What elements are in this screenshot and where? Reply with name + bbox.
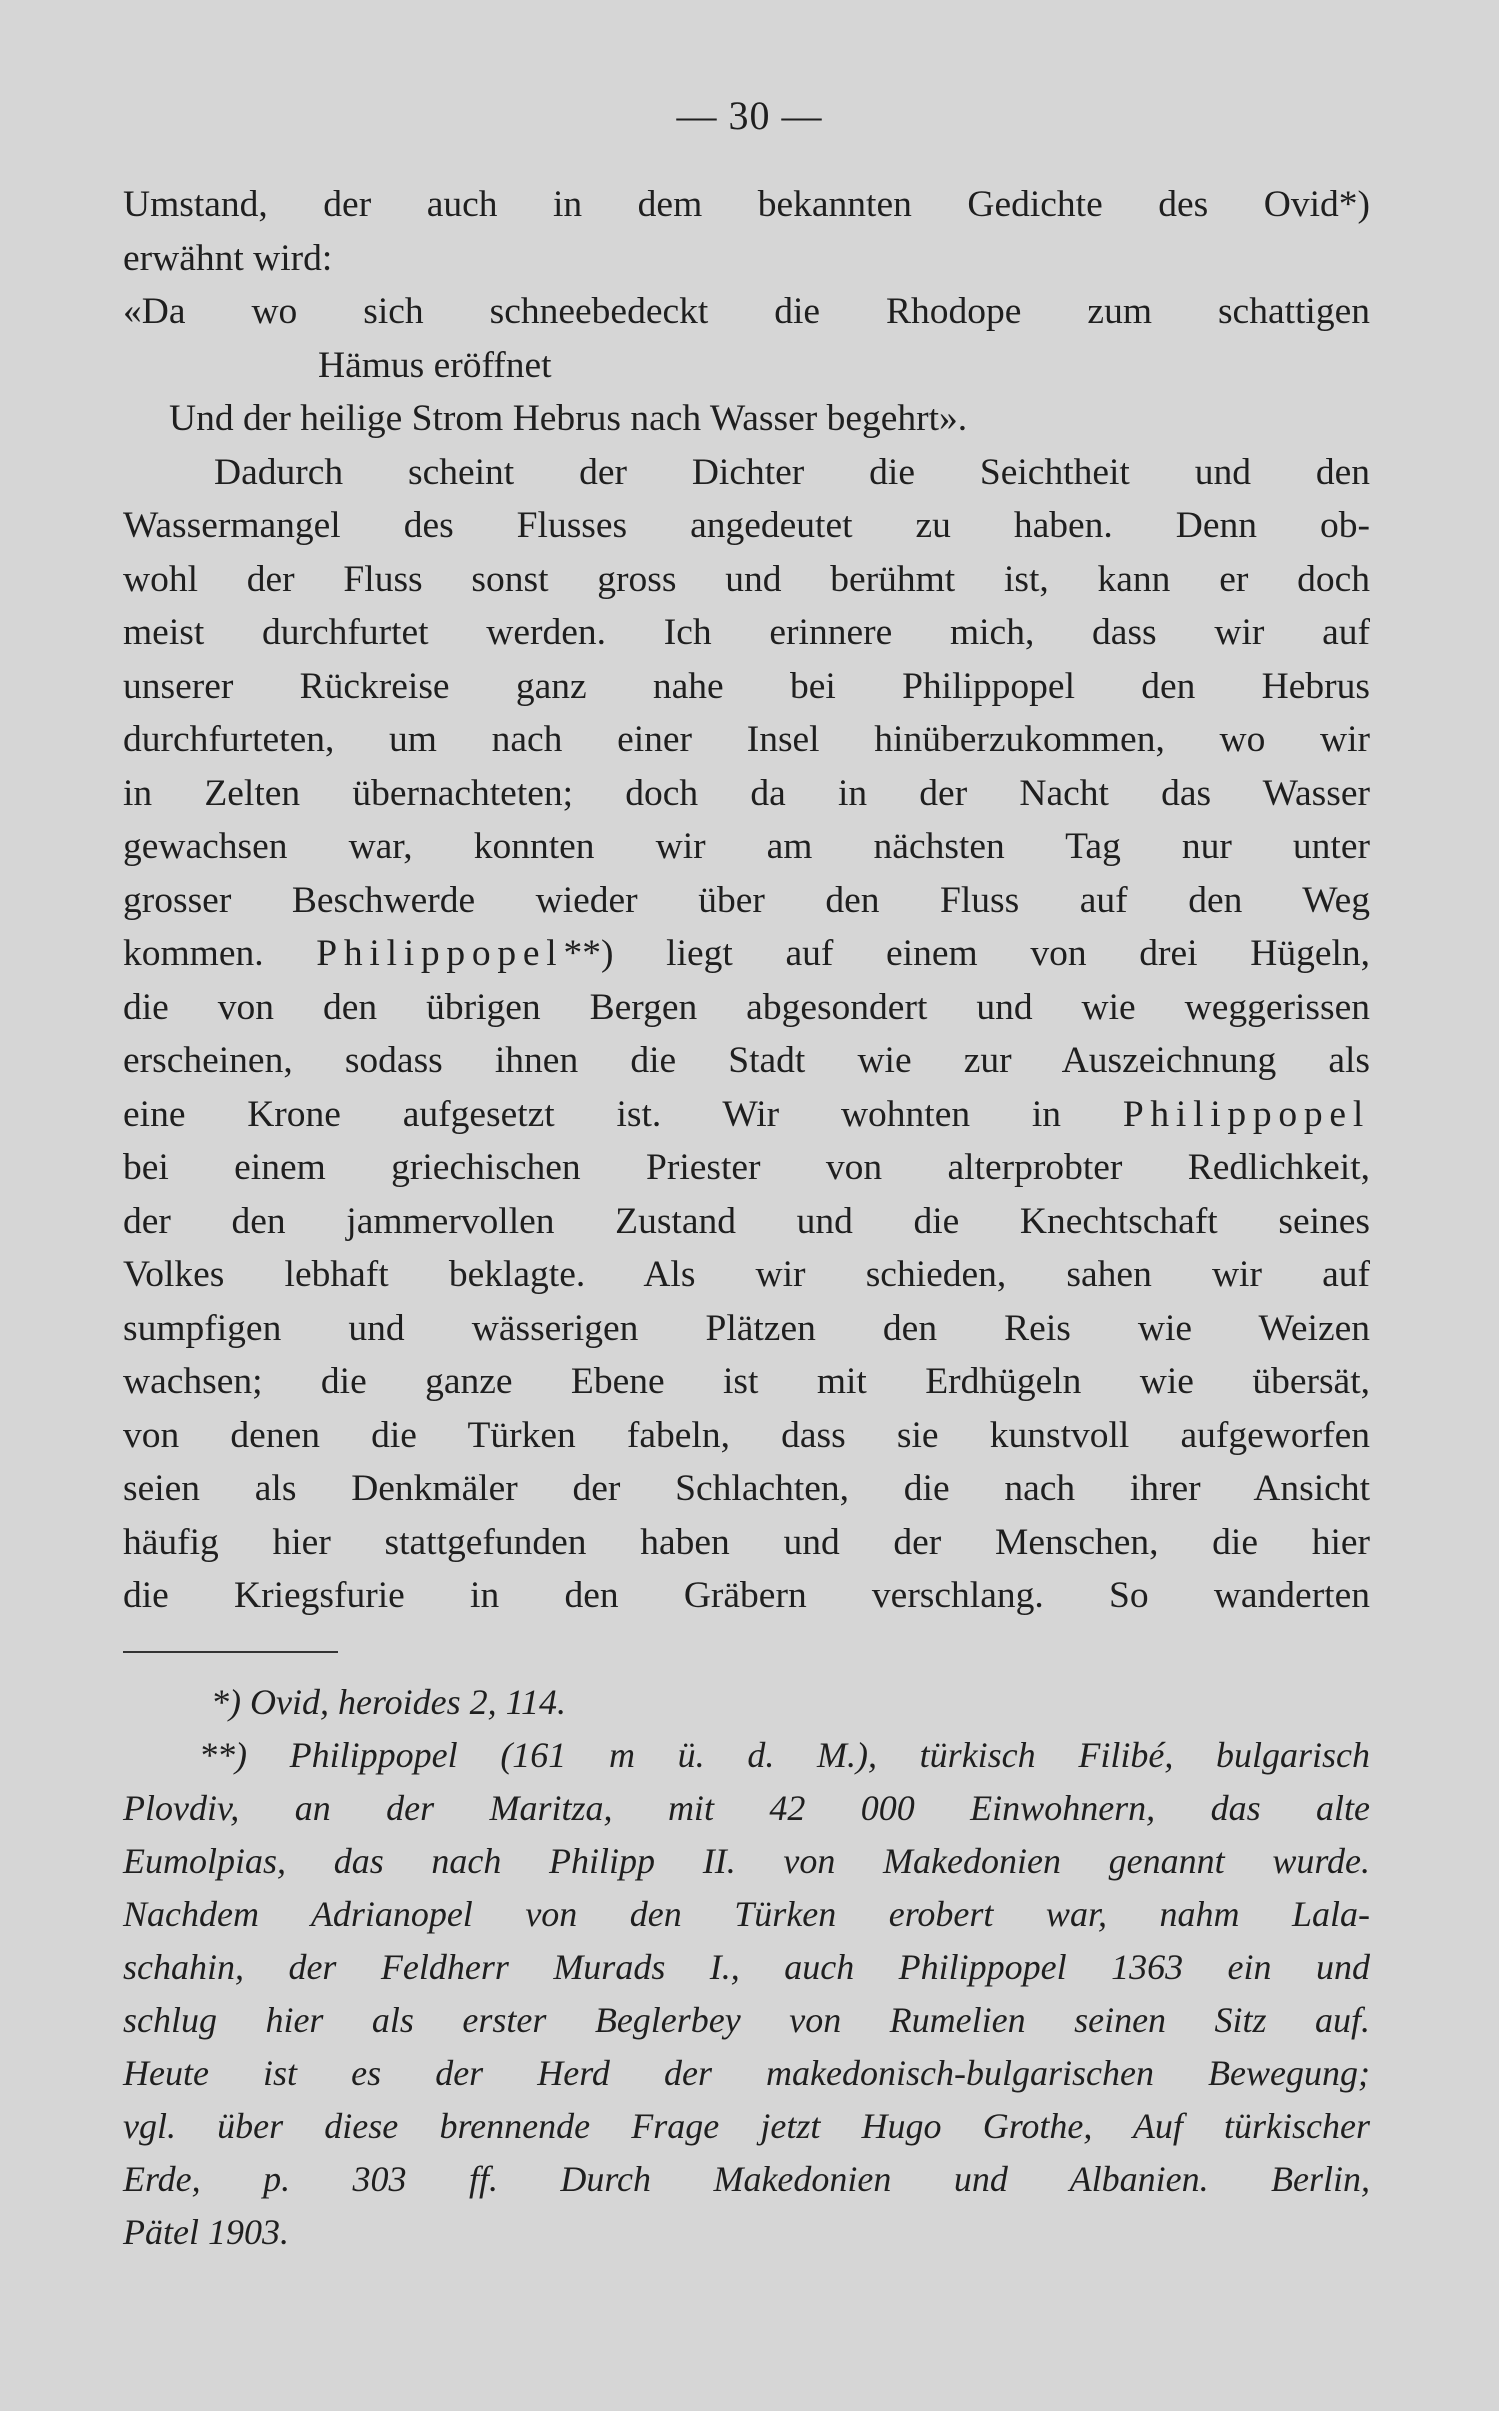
- footnote-line: Nachdem Adrianopel von den Türken erobert war, nahm Lala-: [123, 1894, 1370, 1934]
- text-line: Umstand, der auch in dem bekannten Gedichte des Ovid*): [123, 184, 1370, 225]
- text-line: gewachsen war, konnten wir am nächsten Tag nur unter: [123, 826, 1370, 867]
- footnote-line: schahin, der Feldherr Murads I., auch Philippopel 1363 ein und: [123, 1947, 1370, 1987]
- text-line: durchfurteten, um nach einer Insel hinüberzukommen, wo wir: [123, 719, 1370, 760]
- text-line: erwähnt wird:: [123, 237, 333, 279]
- footnote-line: Erde, p. 303 ff. Durch Makedonien und Albanien. Berlin,: [123, 2159, 1370, 2199]
- footnote-line: *) Ovid, heroides 2, 114.: [211, 1682, 566, 1722]
- spaced-place-name: Philippopel: [1122, 1093, 1370, 1135]
- text-line: [123, 1088, 1370, 1142]
- text-line: meist durchfurtet werden. Ich erinnere mich, dass wir auf: [123, 612, 1370, 653]
- verse-line: «Da wo sich schneebedeckt die Rhodope zum schattigen: [123, 291, 1370, 332]
- text-line: wohl der Fluss sonst gross und berühmt ist, kann er doch: [123, 558, 1370, 600]
- text-segment: **) liegt auf einem von drei Hügeln,: [563, 933, 1371, 974]
- spaced-place-name: Philippopel: [316, 933, 564, 974]
- text-line: grosser Beschwerde wieder über den Fluss auf den Weg: [123, 879, 1370, 921]
- text-line: von denen die Türken fabeln, dass sie kunstvoll aufgeworfen: [123, 1414, 1370, 1456]
- text-line: der den jammervollen Zustand und die Knechtschaft seines: [123, 1200, 1370, 1242]
- text-line: bei einem griechischen Priester von alterprobter Redlichkeit,: [123, 1147, 1370, 1188]
- text-line: häufig hier stattgefunden haben und der Menschen, die hier: [123, 1521, 1370, 1563]
- verse-line: Hämus eröffnet: [318, 344, 552, 386]
- footnote-line: Pätel 1903.: [123, 2212, 289, 2252]
- footnotes: [123, 1676, 1370, 2259]
- text-line: wachsen; die ganze Ebene ist mit Erdhügeln wie übersät,: [123, 1361, 1370, 1402]
- text-line: unserer Rückreise ganz nahe bei Philippopel den Hebrus: [123, 665, 1370, 707]
- footnote-line: **) Philippopel (161 m ü. d. M.), türkisch Filibé, bulgarisch: [199, 1735, 1370, 1775]
- footnote-line: Eumolpias, das nach Philipp II. von Makedonien genannt wurde.: [123, 1841, 1370, 1881]
- text-line: [123, 927, 1370, 981]
- text-segment: kommen.: [123, 933, 317, 974]
- footnote-line: Heute ist es der Herd der makedonisch-bulgarischen Bewegung;: [123, 2053, 1370, 2093]
- text-line: Volkes lebhaft beklagte. Als wir schieden, sahen wir auf: [123, 1254, 1370, 1295]
- verse-line: Und der heilige Strom Hebrus nach Wasser begehrt».: [169, 398, 968, 439]
- page-number: — 30 —: [676, 93, 823, 138]
- text-segment: eine Krone aufgesetzt ist. Wir wohnten in: [123, 1093, 1123, 1135]
- text-line: erscheinen, sodass ihnen die Stadt wie zur Auszeichnung als: [123, 1040, 1370, 1081]
- text-line: Wassermangel des Flusses angedeutet zu haben. Denn ob-: [123, 505, 1370, 546]
- text-line: in Zelten übernachteten; doch da in der Nacht das Wasser: [123, 772, 1370, 814]
- footnote-line: schlug hier als erster Beglerbey von Rumelien seinen Sitz auf.: [123, 2000, 1370, 2040]
- text-line: seien als Denkmäler der Schlachten, die nach ihrer Ansicht: [123, 1468, 1370, 1509]
- main-text: [123, 178, 1370, 1623]
- footnote-line: vgl. über diese brennende Frage jetzt Hugo Grothe, Auf türkischer: [123, 2106, 1370, 2146]
- footnote-line: Plovdiv, an der Maritza, mit 42 000 Einwohnern, das alte: [123, 1788, 1370, 1828]
- footnote-divider: [123, 1651, 338, 1653]
- text-line: die Kriegsfurie in den Gräbern verschlang. So wanderten: [123, 1575, 1370, 1616]
- text-line: sumpfigen und wässerigen Plätzen den Reis wie Weizen: [123, 1307, 1370, 1349]
- text-line: die von den übrigen Bergen abgesondert und wie weggerissen: [123, 986, 1370, 1028]
- text-line: Dadurch scheint der Dichter die Seichtheit und den: [214, 451, 1370, 493]
